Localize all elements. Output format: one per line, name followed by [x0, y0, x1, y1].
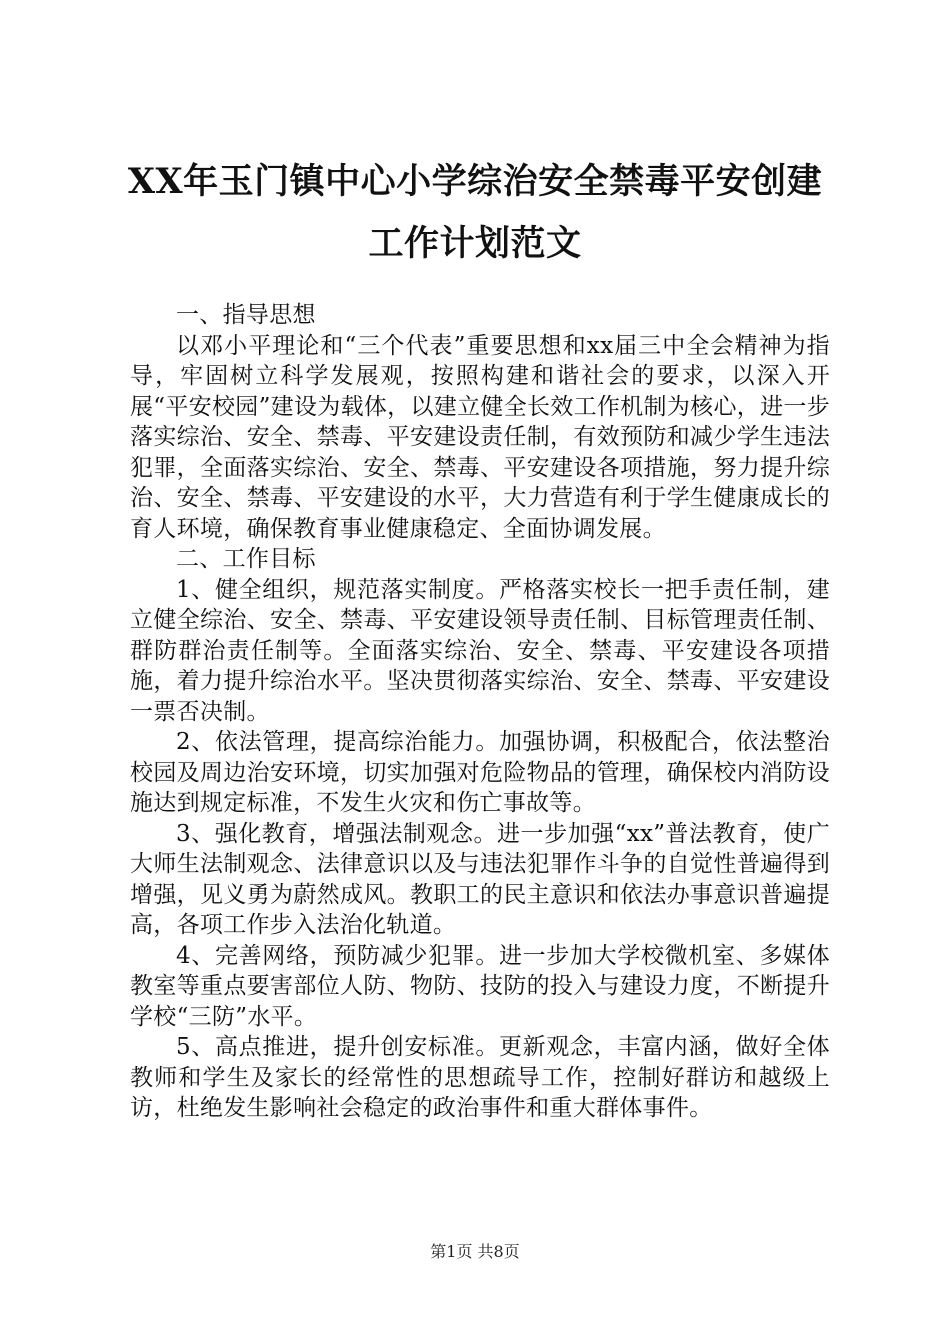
paragraph-goal-5: 5、高点推进，提升创安标准。更新观念，丰富内涵，做好全体教师和学生及家长的经常性的思想疏导工作，控制好群访和越级上访，杜绝发生影响社会稳定的政治事件和重大群体事件。: [130, 1034, 830, 1121]
section-heading-guiding-ideology: 一、指导思想: [176, 302, 316, 328]
paragraph-goal-1: 1、健全组织，规范落实制度。严格落实校长一把手责任制，建立健全综治、安全、禁毒、平安建设领导责任制、目标管理责任制、群防群治责任制等。全面落实综治、安全、禁毒、平安建设各项措施，着力提升综治水平。坚决贯彻落实综治、安全、禁毒、平安建设一票否决制。: [130, 576, 830, 725]
paragraph-goal-4: 4、完善网络，预防减少犯罪。进一步加大学校微机室、多媒体教室等重点要害部位人防、物防、技防的投入与建设力度，不断提升学校“三防”水平。: [130, 942, 830, 1030]
paragraph-guiding-ideology: 以邓小平理论和“三个代表”重要思想和xx届三中全会精神为指导，牢固树立科学发展观，按照构建和谐社会的要求，以深入开展“平安校园”建设为载体，以建立健全长效工作机制为核心，进一步落实综治、安全、禁毒、平安建设责任制，有效预防和减少学生违法犯罪，全面落实综治、安全、禁毒、平安建设各项措施，努力提升综治、安全、禁毒、平安建设的水平，大力营造有利于学生健康成长的育人环境，确保教育事业健康稳定、全面协调发展。: [130, 332, 830, 542]
document-title-line1: XX年玉门镇中心小学综治安全禁毒平安创建: [127, 161, 823, 202]
page-footer: 第1页 共8页: [430, 1242, 520, 1261]
document-title-line2: 工作计划范文: [368, 223, 582, 264]
paragraph-goal-3: 3、强化教育，增强法制观念。进一步加强“xx”普法教育，使广大师生法制观念、法律意识以及与违法犯罪作斗争的自觉性普遍得到增强，见义勇为蔚然成风。教职工的民主意识和依法办事意识普遍提高，各项工作步入法治化轨道。: [130, 820, 830, 938]
document-body: [130, 300, 830, 1124]
section-heading-work-goals: 二、工作目标: [176, 546, 316, 572]
paragraph-goal-2: 2、依法管理，提高综治能力。加强协调，积极配合，依法整治校园及周边治安环境，切实加强对危险物品的管理，确保校内消防设施达到规定标准，不发生火灾和伤亡事故等。: [130, 729, 830, 816]
